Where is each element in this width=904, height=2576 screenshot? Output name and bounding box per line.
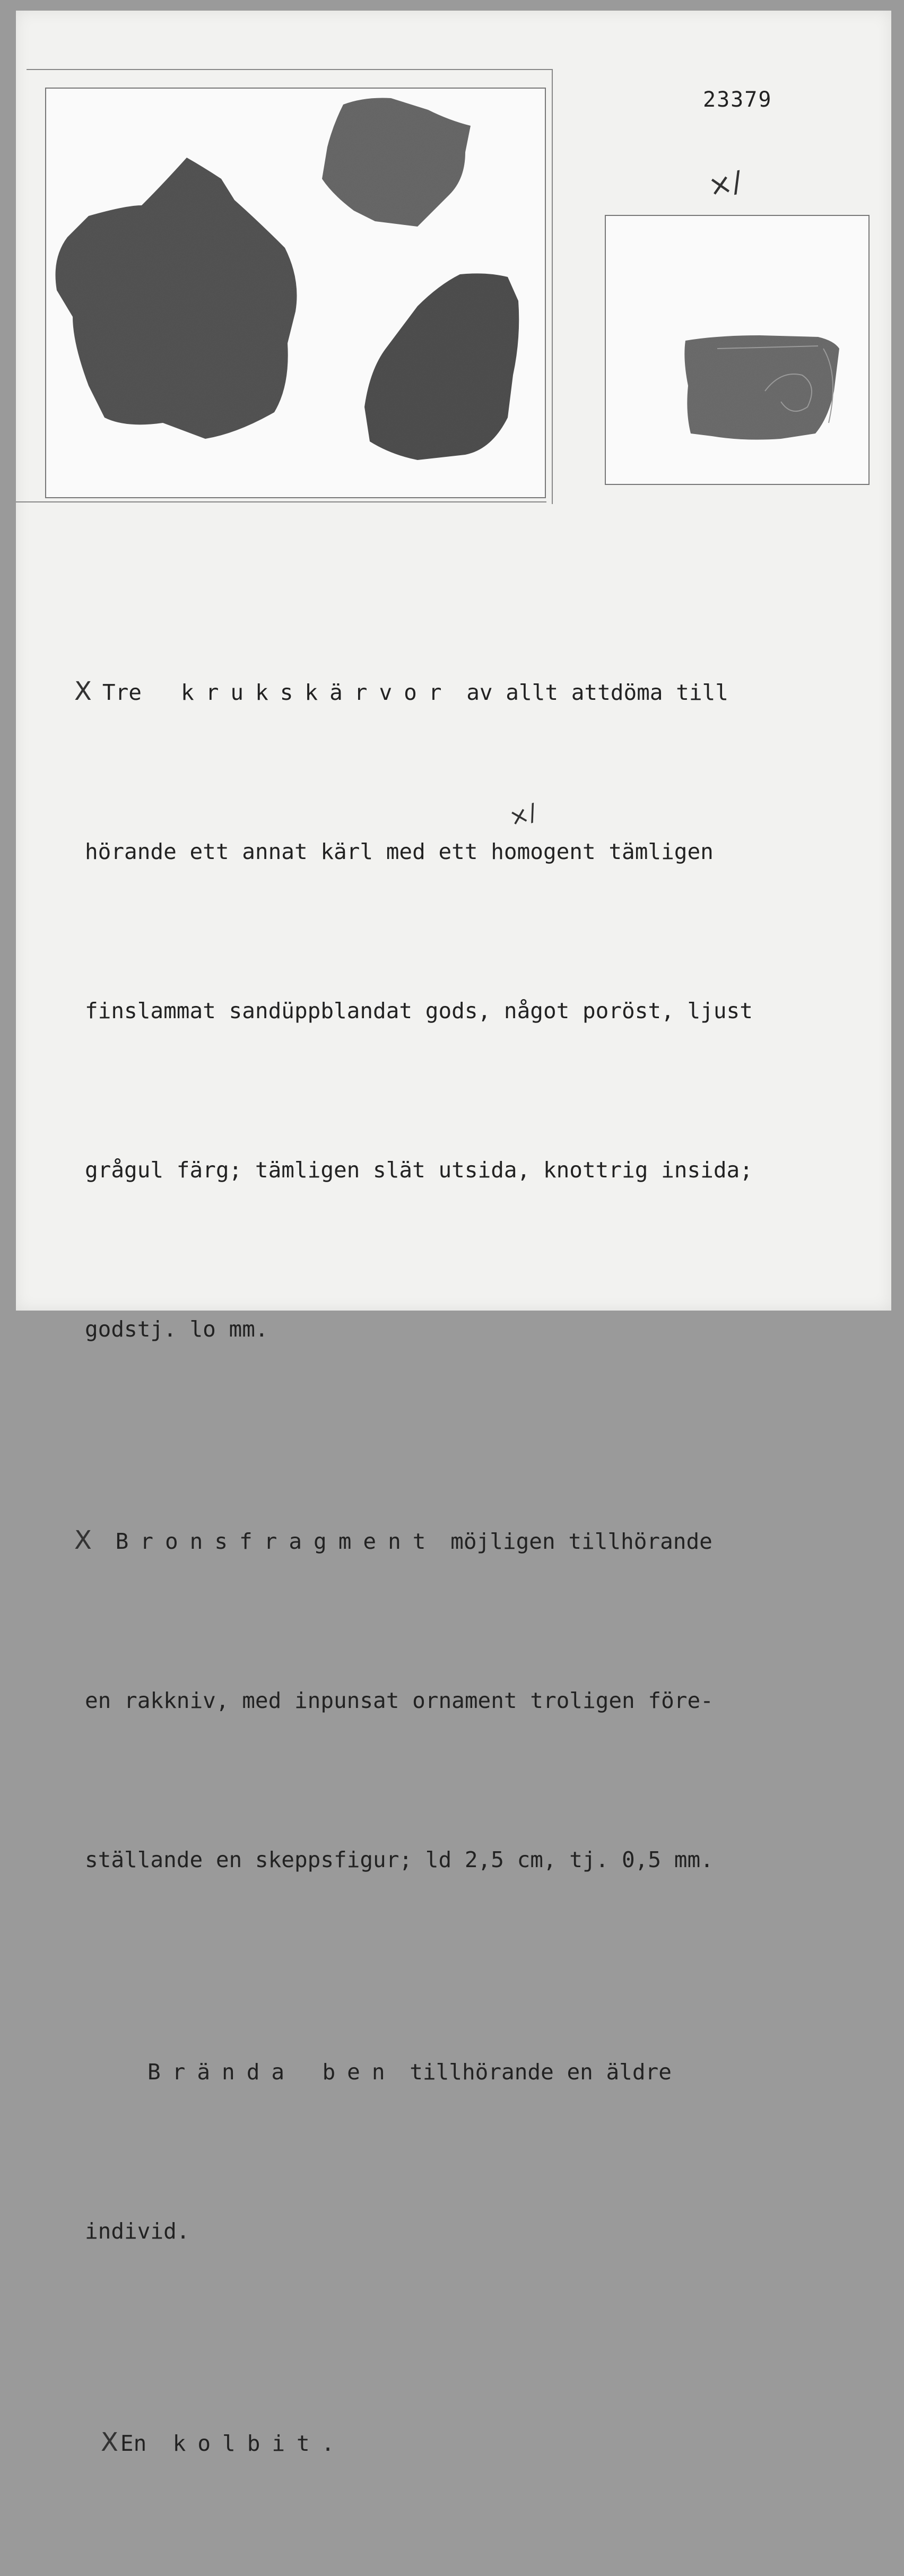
p1-line5: godstj. lo mm. bbox=[85, 1316, 268, 1342]
p1-spaced: krukskärvor bbox=[181, 680, 454, 705]
p4-spaced: kolbit. bbox=[172, 2431, 346, 2456]
sherd-top bbox=[322, 98, 471, 227]
sherd-large bbox=[56, 158, 297, 439]
p3-rest: tillhörande en äldre bbox=[396, 2059, 672, 2085]
x-mark-3: X bbox=[101, 2427, 118, 2457]
p3-spaced1: Brända bbox=[147, 2059, 297, 2085]
p4-lead: En bbox=[120, 2431, 147, 2456]
p1-line1 bbox=[74, 666, 902, 719]
bronze-fragment-image bbox=[606, 216, 868, 484]
p3-spaced2: ben bbox=[322, 2059, 397, 2085]
sherd-right bbox=[364, 273, 519, 460]
photo-marker: ×/ bbox=[705, 164, 745, 204]
p1-lead: Tre bbox=[102, 680, 142, 705]
p4-line1 bbox=[85, 2417, 902, 2470]
x-mark-1: X bbox=[74, 676, 92, 706]
p1-rest: av allt attdöma till bbox=[453, 680, 728, 705]
p1-line3: finslammat sandüppblandat gods, något poröst, ljust bbox=[85, 998, 753, 1024]
p1-line2: hörande ett annat kärl med ett homogent tämligen bbox=[85, 839, 714, 864]
p2-line1 bbox=[74, 1515, 902, 1568]
photo-pottery-sherds bbox=[45, 88, 546, 498]
photo-bronze-fragment bbox=[605, 215, 870, 485]
p2-rest: möjligen tillhörande bbox=[437, 1529, 712, 1554]
p1-line4: grågul färg; tämligen slät utsida, knottrig insida; bbox=[85, 1157, 753, 1183]
sherds-image bbox=[46, 89, 545, 497]
x-mark-2: X bbox=[74, 1525, 92, 1555]
inline-marker: ×/ bbox=[506, 799, 540, 832]
catalog-card bbox=[16, 11, 891, 2457]
mount-line-bottom bbox=[16, 501, 546, 502]
mount-line-vertical bbox=[552, 69, 553, 504]
p2-line2: en rakkniv, med inpunsat ornament troligen före- bbox=[85, 1688, 714, 1713]
p3-line1 bbox=[85, 2045, 902, 2098]
mount-line-top bbox=[27, 69, 552, 70]
p3-line2: individ. bbox=[85, 2218, 190, 2244]
bronze-fragment bbox=[684, 335, 839, 440]
catalog-number: 23379 bbox=[703, 88, 772, 112]
p2-line3: ställande en skeppsfigur; ld 2,5 cm, tj. 0,5 mm. bbox=[85, 1847, 714, 1872]
description-text bbox=[74, 560, 902, 2576]
p2-spaced: Bronsfragment bbox=[115, 1529, 438, 1554]
